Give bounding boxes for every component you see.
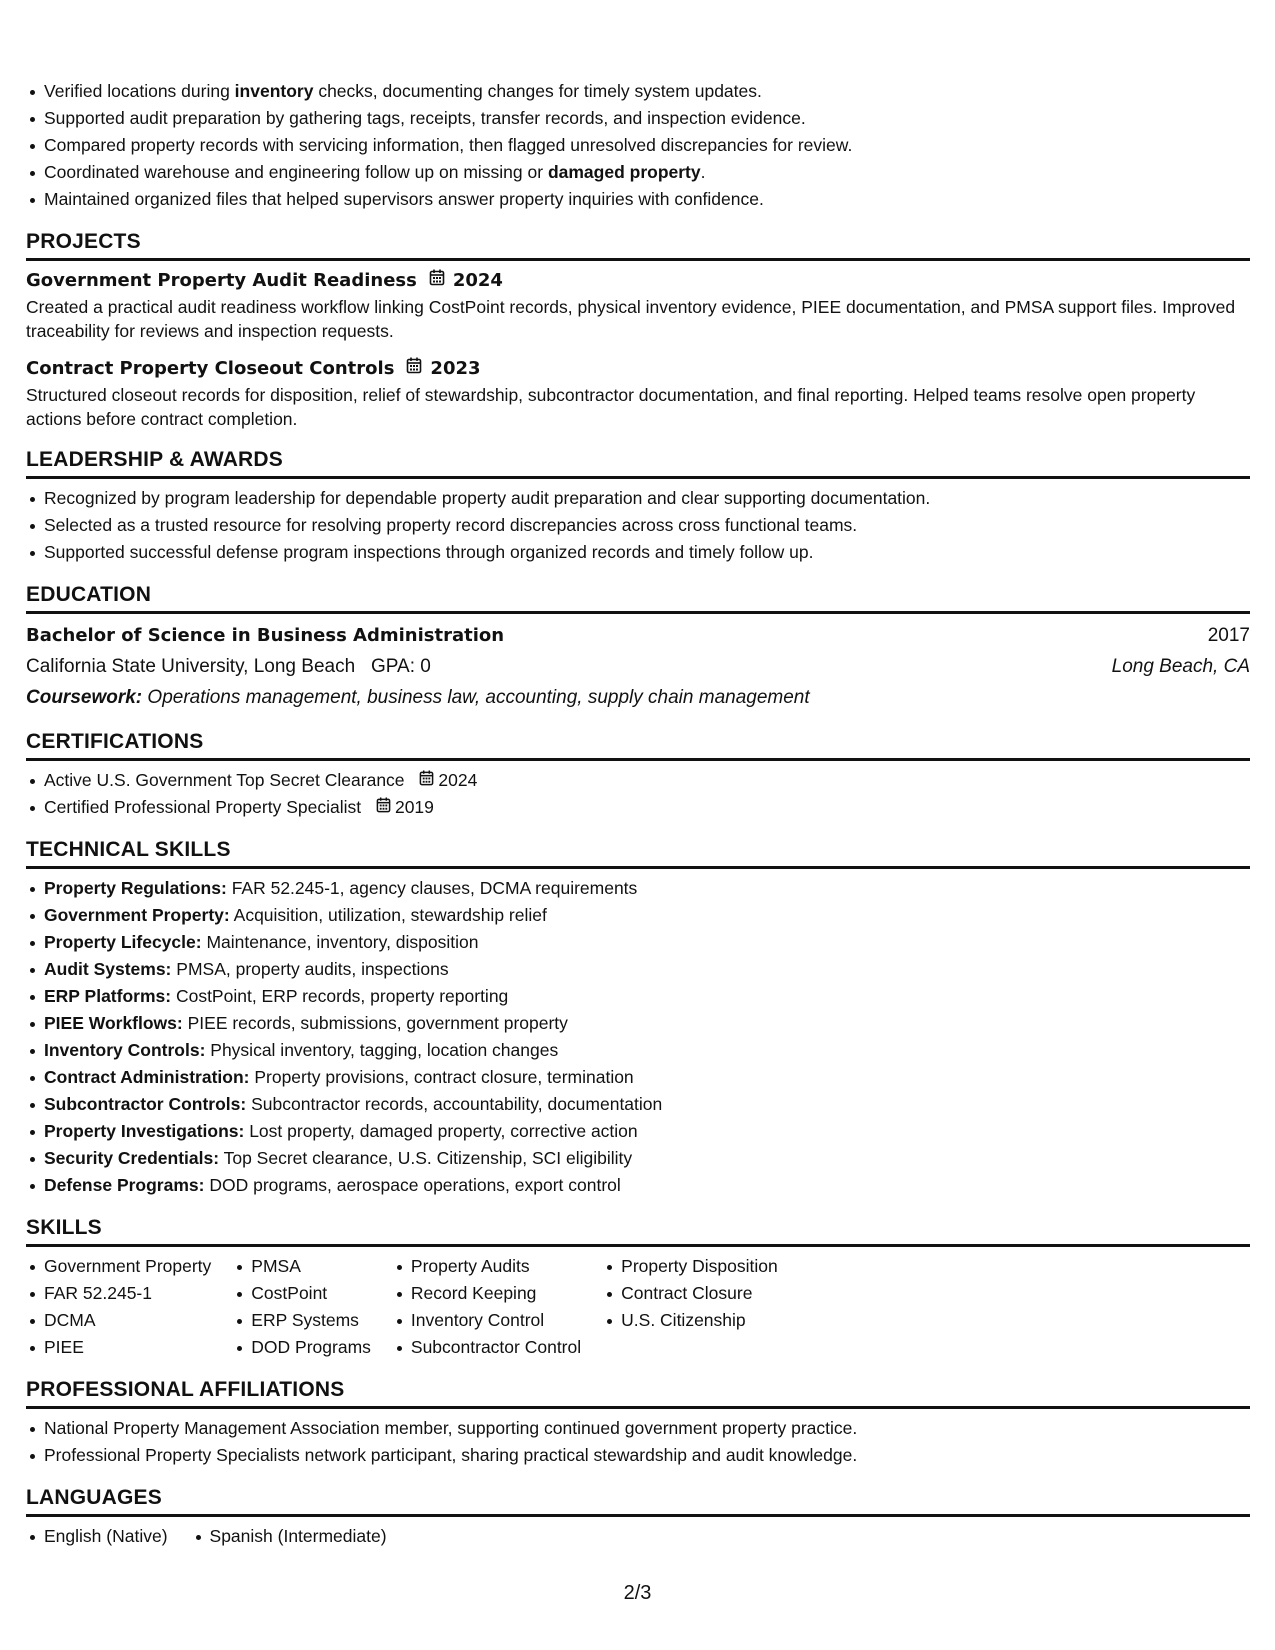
skills-column: [233, 1253, 393, 1361]
list-item: PIEE Workflows: PIEE records, submissions, government property: [26, 1010, 1250, 1037]
section-title: LANGUAGES: [26, 1483, 1250, 1517]
list-item: Contract Administration: Property provisions, contract closure, termination: [26, 1064, 1250, 1091]
list-item: Selected as a trusted resource for resolving property record discrepancies across cross functional teams.: [26, 512, 1250, 539]
list-item: Record Keeping: [393, 1280, 603, 1307]
list-item: ERP Platforms: CostPoint, ERP records, property reporting: [26, 983, 1250, 1010]
list-item: Certified Professional Property Specialist 2019: [26, 794, 1250, 821]
list-item: PMSA: [233, 1253, 393, 1280]
list-item: Spanish (Intermediate): [192, 1523, 387, 1550]
list-item: DOD Programs: [233, 1334, 393, 1361]
technical-skills-list: [26, 875, 1250, 1199]
coursework-label: Coursework:: [26, 687, 143, 708]
skills-column: [603, 1253, 800, 1361]
list-item: English (Native): [26, 1523, 168, 1550]
list-item: U.S. Citizenship: [603, 1307, 800, 1334]
school-name: California State University, Long Beach: [26, 656, 356, 677]
list-item: DCMA: [26, 1307, 233, 1334]
section-title: PROFESSIONAL AFFILIATIONS: [26, 1375, 1250, 1409]
project-title: Contract Property Closeout Controls 2023: [26, 355, 1250, 383]
list-item: PIEE: [26, 1334, 233, 1361]
experience-bullets: [26, 78, 1250, 213]
skills-columns: [26, 1253, 1250, 1361]
degree-title: Bachelor of Science in Business Administration: [26, 625, 505, 646]
page-number: 2/3: [623, 1582, 652, 1604]
calendar-icon: [406, 355, 422, 383]
calendar-icon: [376, 794, 391, 821]
section-title: PROJECTS: [26, 227, 1250, 261]
skills-column: [26, 1253, 233, 1361]
list-item: Coordinated warehouse and engineering follow up on missing or damaged property.: [26, 159, 1250, 186]
list-item: Government Property: Acquisition, utilization, stewardship relief: [26, 902, 1250, 929]
section-title: SKILLS: [26, 1213, 1250, 1247]
project-title: Government Property Audit Readiness 2024: [26, 267, 1250, 295]
project-year: 2023: [430, 358, 481, 379]
leadership-section: [26, 445, 1250, 566]
list-item: Property Audits: [393, 1253, 603, 1280]
list-item: Security Credentials: Top Secret clearance, U.S. Citizenship, SCI eligibility: [26, 1145, 1250, 1172]
list-item: Compared property records with servicing information, then flagged unresolved discrepancies for review.: [26, 132, 1250, 159]
education-section: [26, 580, 1250, 713]
certifications-list: [26, 767, 1250, 821]
projects-section: [26, 227, 1250, 431]
section-title: LEADERSHIP & AWARDS: [26, 445, 1250, 479]
list-item: Property Lifecycle: Maintenance, inventory, disposition: [26, 929, 1250, 956]
project-description: Structured closeout records for disposition, relief of stewardship, subcontractor documentation, and final reporting. Helped teams resolve open property actions before contract completion.: [26, 385, 1196, 429]
list-item: Government Property: [26, 1253, 233, 1280]
list-item: Property Investigations: Lost property, damaged property, corrective action: [26, 1118, 1250, 1145]
project-description: Created a practical audit readiness workflow linking CostPoint records, physical inventory evidence, PIEE documentation, and PMSA support files. Improved traceability for reviews and inspection requests.: [26, 297, 1236, 341]
list-item: ERP Systems: [233, 1307, 393, 1334]
list-item: Maintained organized files that helped supervisors answer property inquiries with confidence.: [26, 186, 1250, 213]
list-item: Property Disposition: [603, 1253, 800, 1280]
list-item: National Property Management Association member, supporting continued government property practice.: [26, 1415, 1250, 1442]
coursework: Operations management, business law, accounting, supply chain management: [147, 687, 810, 708]
list-item: Professional Property Specialists network participant, sharing practical stewardship and audit knowledge.: [26, 1442, 1250, 1469]
languages-section: [26, 1483, 1250, 1550]
leadership-list: [26, 485, 1250, 566]
gpa: GPA: 0: [371, 656, 431, 677]
calendar-icon: [419, 767, 434, 794]
list-item: FAR 52.245-1: [26, 1280, 233, 1307]
list-item: Active U.S. Government Top Secret Clearance 2024: [26, 767, 1250, 794]
list-item: Supported audit preparation by gathering tags, receipts, transfer records, and inspection evidence.: [26, 105, 1250, 132]
list-item: Inventory Controls: Physical inventory, tagging, location changes: [26, 1037, 1250, 1064]
certifications-section: [26, 727, 1250, 821]
calendar-icon: [429, 267, 445, 295]
list-item: Property Regulations: FAR 52.245-1, agency clauses, DCMA requirements: [26, 875, 1250, 902]
section-title: TECHNICAL SKILLS: [26, 835, 1250, 869]
list-item: Subcontractor Control: [393, 1334, 603, 1361]
list-item: Verified locations during inventory checks, documenting changes for timely system updates.: [26, 78, 1250, 105]
list-item: CostPoint: [233, 1280, 393, 1307]
affiliations-section: [26, 1375, 1250, 1469]
section-title: EDUCATION: [26, 580, 1250, 614]
list-item: Inventory Control: [393, 1307, 603, 1334]
affiliations-list: [26, 1415, 1250, 1469]
school-location: Long Beach, CA: [1111, 656, 1250, 677]
list-item: Defense Programs: DOD programs, aerospace operations, export control: [26, 1172, 1250, 1199]
list-item: Supported successful defense program inspections through organized records and timely follow up.: [26, 539, 1250, 566]
list-item: Recognized by program leadership for dependable property audit preparation and clear supporting documentation.: [26, 485, 1250, 512]
list-item: Contract Closure: [603, 1280, 800, 1307]
list-item: Subcontractor Controls: Subcontractor records, accountability, documentation: [26, 1091, 1250, 1118]
graduation-year: 2017: [1207, 625, 1250, 646]
languages-list: [26, 1523, 1250, 1550]
skills-section: [26, 1213, 1250, 1361]
technical-skills-section: [26, 835, 1250, 1199]
list-item: Audit Systems: PMSA, property audits, inspections: [26, 956, 1250, 983]
resume-page: [26, 78, 1250, 1550]
project-year: 2024: [452, 270, 503, 291]
section-title: CERTIFICATIONS: [26, 727, 1250, 761]
skills-column: [393, 1253, 603, 1361]
